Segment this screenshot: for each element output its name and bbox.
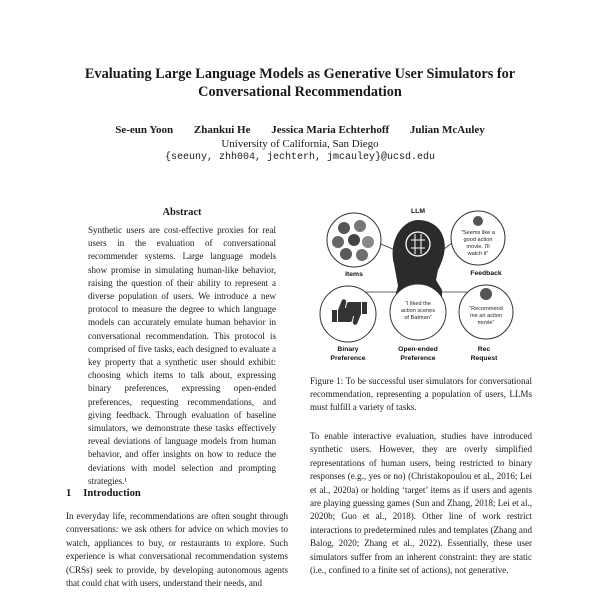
affiliation: University of California, San Diego	[221, 138, 379, 150]
author-name: Jessica Maria Echterhoff	[271, 124, 390, 136]
movie-poster-icon	[356, 249, 368, 261]
movie-poster-icon	[362, 236, 374, 248]
feedback-quote-line: “Seems like a	[461, 230, 495, 236]
movie-poster-icon	[480, 288, 492, 300]
abstract-text: Synthetic users are cost-effective proxies for real users in the evaluation of conversational recommender systems. Large language models show promise in simulating human-like behavior, raising the question of their ability to represent a diverse population of users. We introduce a new protocol to measure the degree to which language models can accurately emulate human behavior in conversational recommendation. This protocol is comprised of five tasks, each designed to evaluate a key property that a synthetic user should exhibit: choosing which items to talk about, expressing binary preferences, expressing open-ended preferences, requesting recommendations, and giving feedback. Through evaluation of baseline simulators, we demonstrate these tasks effectively reveal deviations of language models from human behavior, and offer insights on how to reduce the deviations with model selection and prompting strategies.¹	[88, 225, 276, 486]
figure-caption: Figure 1: To be successful user simulators for conversational recommendation, representing a population of users, LLMs must fulfill a variety of tasks.	[310, 376, 532, 412]
llm-label: LLM	[411, 208, 425, 215]
feedback-quote-line: watch it”	[467, 251, 489, 257]
rec-label-line: Request	[470, 355, 498, 362]
openended-label-line: Open-ended	[398, 346, 438, 353]
right-column-text: To enable interactive evaluation, studies have introduced synthetic users. However, they are overly simplified representations of human users, being restricted to binary responses (e.g., yes or no) (Christakopoulou et al., 2016; Lei et al., 2020a) or holding ‘target’ items as if users and agents are playing guessing games (Sun and Zhang, 2018; Lei et al., 2020b; Guo et al., 2018). Other line of work restrict interactions to predetermined rules and templates (Zhang and Balog, 2020; Zhang et al., 2022). Essentially, these user simulators suffer from an inherent constraint: they are static (i.e., confined to a finite set of actions), not generative.	[310, 431, 532, 576]
movie-poster-icon	[348, 234, 360, 246]
figure-diagram	[318, 204, 514, 368]
binary-label-line: Binary	[337, 346, 359, 353]
movie-poster-icon	[340, 248, 352, 260]
movie-poster-icon	[332, 236, 344, 248]
feedback-quote-line: good action	[463, 237, 493, 243]
section-title: Introduction	[83, 488, 141, 499]
section-number: 1	[66, 488, 72, 499]
abstract-heading: Abstract	[162, 207, 202, 218]
author-name: Zhankui He	[193, 124, 251, 136]
feedback-node	[451, 211, 505, 265]
rec-quote-line: movie”	[477, 320, 495, 326]
rec-quote-line: “Recommend	[469, 306, 503, 312]
author-list	[40, 124, 560, 136]
openended-label-line: Preference	[400, 355, 436, 362]
movie-poster-icon	[338, 222, 350, 234]
openended-quote-line: “I liked the	[405, 301, 431, 307]
rec-request-node	[459, 285, 513, 339]
openended-quote-line: action scenes	[400, 308, 436, 314]
paper-title: Evaluating Large Language Models as Generative User Simulators for Conversational Recommendation	[84, 66, 516, 100]
rec-quote-line: me an action	[469, 313, 503, 319]
openended-quote-line: of Batman”	[404, 315, 432, 321]
binary-preference-node	[320, 286, 376, 342]
author-name: Se-eun Yoon	[115, 124, 174, 136]
items-label: Items	[345, 271, 363, 278]
movie-poster-icon	[473, 216, 483, 226]
author-emails: {seeuny, zhh004, jechterh, jmcauley}@ucsd.edu	[164, 152, 436, 163]
open-ended-preference-node	[390, 284, 446, 340]
author-name: Julian McAuley	[409, 124, 485, 136]
movie-poster-icon	[354, 220, 366, 232]
introduction-text: In everyday life, recommendations are often sought through conversations: we ask others for advice on which movies to watch, appliances to buy, or restaurants to explore. Such experience is what conversational recommendation systems (CRSs) seek to provide, by developing autonomous agents that could chat with users, understand their needs, and	[66, 511, 288, 589]
binary-label-line: Preference	[330, 355, 366, 362]
rec-label-line: Rec	[477, 346, 491, 353]
feedback-quote-line: movie. I'll	[466, 244, 490, 250]
section-heading-introduction	[66, 488, 286, 499]
figure-1	[318, 204, 514, 368]
items-node	[327, 213, 381, 267]
feedback-label: Feedback	[470, 270, 502, 277]
